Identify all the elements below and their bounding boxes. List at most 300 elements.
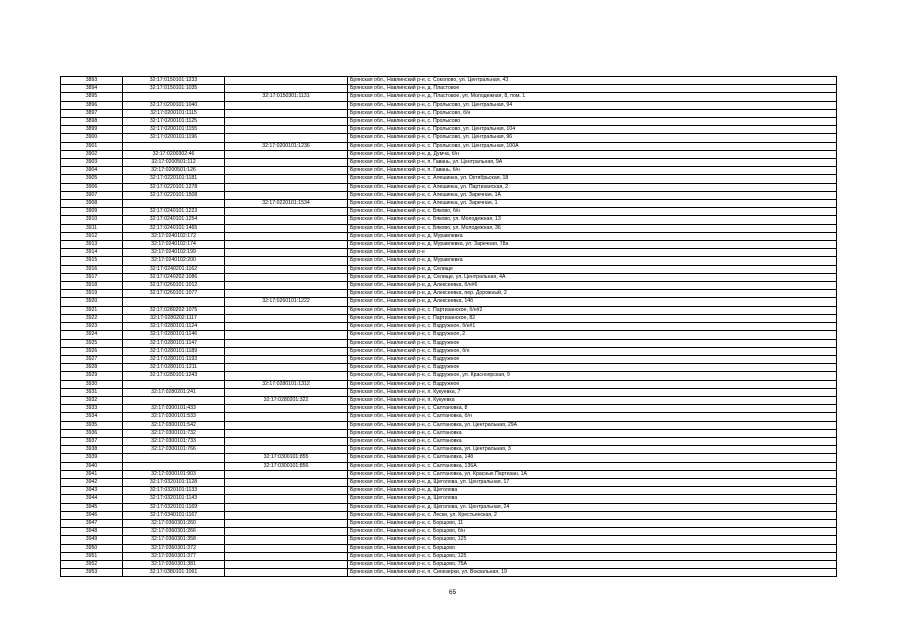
table-row <box>61 167 837 175</box>
table-row <box>61 388 837 396</box>
address-cell: Брянская обл., Навлинский р-н, с. Вздружное, ул. Красноярская, 9 <box>348 372 837 380</box>
cadastral-number-cell: 32:17:0150101:1233 <box>123 77 225 85</box>
premises-cadastral-cell <box>225 446 348 454</box>
premises-cadastral-cell <box>225 208 348 216</box>
table-row <box>61 77 837 85</box>
address-cell: Брянская обл., Навлинский р-н, с. Салтановка <box>348 437 837 445</box>
table-row <box>61 396 837 404</box>
table-row <box>61 470 837 478</box>
address-cell: Брянская обл., Навлинский р-н, д. Селище, ул. Центральная, 4А <box>348 273 837 281</box>
premises-cadastral-cell <box>225 331 348 339</box>
cadastral-number-cell: 32:17:0200101:1125 <box>123 118 225 126</box>
cadastral-number-cell: 32:17:0360301:372 <box>123 544 225 552</box>
cadastral-number-cell: 32:17:0280201:241 <box>123 388 225 396</box>
premises-cadastral-cell: 32:17:0300101:855 <box>225 454 348 462</box>
cadastral-number-cell: 32:17:0300101:733 <box>123 437 225 445</box>
cadastral-number-cell: 32:17:0360301:266 <box>123 528 225 536</box>
cadastral-number-cell: 32:17:0360301:358 <box>123 536 225 544</box>
row-number-cell: 3927 <box>61 355 123 363</box>
address-cell: Брянская обл., Навлинский р-н, с. Салтановка, 136А <box>348 462 837 470</box>
premises-cadastral-cell <box>225 429 348 437</box>
address-cell: Брянская обл., Навлинский р-н, д. Муравлевка, ул. Заречная, 78а <box>348 241 837 249</box>
table-row <box>61 241 837 249</box>
premises-cadastral-cell <box>225 519 348 527</box>
premises-cadastral-cell: 32:17:0200101:1236 <box>225 142 348 150</box>
row-number-cell: 3928 <box>61 364 123 372</box>
cadastral-number-cell: 32:17:0260101:1012 <box>123 282 225 290</box>
cadastral-number-cell: 32:17:0360301:377 <box>123 552 225 560</box>
address-cell: Брянская обл., Навлинский р-н, д. Думча, б/н <box>348 150 837 158</box>
row-number-cell: 3904 <box>61 167 123 175</box>
table-row <box>61 126 837 134</box>
cadastral-number-cell: 32:17:0150101:1035 <box>123 85 225 93</box>
cadastral-number-cell: 32:17:0200501:126 <box>123 167 225 175</box>
table-row <box>61 290 837 298</box>
premises-cadastral-cell <box>225 224 348 232</box>
cadastral-number-cell: 32:17:0300101:766 <box>123 446 225 454</box>
premises-cadastral-cell <box>225 511 348 519</box>
cadastral-number-cell: 32:17:0200101:1196 <box>123 134 225 142</box>
cadastral-number-cell: 32:17:0240201:1162 <box>123 265 225 273</box>
table-row <box>61 429 837 437</box>
premises-cadastral-cell: 32:17:0220101:1534 <box>225 200 348 208</box>
address-cell: Брянская обл., Навлинский р-н, с. Бяково, б/н <box>348 208 837 216</box>
premises-cadastral-cell <box>225 175 348 183</box>
row-number-cell: 3912 <box>61 232 123 240</box>
premises-cadastral-cell: 32:17:0260101:1222 <box>225 298 348 306</box>
row-number-cell: 3900 <box>61 134 123 142</box>
address-cell: Брянская обл., Навлинский р-н, с. Вздружное, б/н <box>348 347 837 355</box>
address-cell: Брянская обл., Навлинский р-н, д. Пластовое <box>348 85 837 93</box>
row-number-cell: 3947 <box>61 519 123 527</box>
table-row <box>61 249 837 257</box>
premises-cadastral-cell <box>225 183 348 191</box>
address-cell: Брянская обл., Навлинский р-н, с. Партизанское, 82 <box>348 314 837 322</box>
address-cell: Брянская обл., Навлинский р-н, п. Кукуевка, 7 <box>348 388 837 396</box>
address-cell: Брянская обл., Навлинский р-н, с. Вздружное <box>348 380 837 388</box>
address-cell: Брянская обл., Навлинский р-н, с. Вздружное, б/н#1 <box>348 323 837 331</box>
premises-cadastral-cell <box>225 405 348 413</box>
address-cell: Брянская обл., Навлинский р-н, с. Салтановка, 14б <box>348 454 837 462</box>
row-number-cell: 3940 <box>61 462 123 470</box>
premises-cadastral-cell <box>225 249 348 257</box>
premises-cadastral-cell <box>225 372 348 380</box>
premises-cadastral-cell <box>225 413 348 421</box>
cadastral-number-cell: 32:17:0300101:732 <box>123 429 225 437</box>
address-cell: Брянская обл., Навлинский р-н, с. Бяково, ул. Молодежная, 36 <box>348 224 837 232</box>
address-cell: Брянская обл., Навлинский р-н, с. Борщово, 11 <box>348 519 837 527</box>
premises-cadastral-cell <box>225 126 348 134</box>
cadastral-number-cell: 32:17:0280101:1193 <box>123 355 225 363</box>
row-number-cell: 3920 <box>61 298 123 306</box>
table-row <box>61 372 837 380</box>
row-number-cell: 3930 <box>61 380 123 388</box>
premises-cadastral-cell <box>225 437 348 445</box>
cadastral-number-cell: 32:17:0260101:1077 <box>123 290 225 298</box>
cadastral-number-cell: 32:17:0240101:1465 <box>123 224 225 232</box>
cadastral-number-cell <box>123 298 225 306</box>
table-row <box>61 503 837 511</box>
premises-cadastral-cell <box>225 265 348 273</box>
table-row <box>61 437 837 445</box>
premises-cadastral-cell <box>225 282 348 290</box>
cadastral-number-cell <box>123 200 225 208</box>
cadastral-number-cell: 32:17:0240202:1086 <box>123 273 225 281</box>
row-number-cell: 3895 <box>61 93 123 101</box>
address-cell: Брянская обл., Навлинский р-н, д. Щеголова <box>348 495 837 503</box>
table-row <box>61 478 837 486</box>
row-number-cell: 3917 <box>61 273 123 281</box>
page-number: 65 <box>448 589 457 596</box>
address-cell: Брянская обл., Навлинский р-н, д. Алексеевка, б/н#6 <box>348 282 837 290</box>
row-number-cell: 3906 <box>61 183 123 191</box>
address-cell: Брянская обл., Навлинский р-н, д. Муравлевка <box>348 257 837 265</box>
address-cell: Брянская обл., Навлинский р-н, с. Алешинка, ул. Заречная, 1 <box>348 200 837 208</box>
premises-cadastral-cell <box>225 159 348 167</box>
premises-cadastral-cell <box>225 355 348 363</box>
address-cell: Брянская обл., Навлинский р-н, д. Алексеевка, пер. Дорожный, 2 <box>348 290 837 298</box>
address-cell: Брянская обл., Навлинский р-н, п. Гавань, б/н <box>348 167 837 175</box>
premises-cadastral-cell <box>225 314 348 322</box>
cadastral-number-cell: 32:17:0240102:199 <box>123 249 225 257</box>
premises-cadastral-cell <box>225 232 348 240</box>
address-cell: Брянская обл., Навлинский р-н, д. Селище <box>348 265 837 273</box>
address-cell: Брянская обл., Навлинский р-н, с. Пролысово <box>348 118 837 126</box>
premises-cadastral-cell <box>225 339 348 347</box>
address-cell: Брянская обл., Навлинский р-н, с. Борщово, 125 <box>348 552 837 560</box>
table-row <box>61 511 837 519</box>
row-number-cell: 3894 <box>61 85 123 93</box>
table-row <box>61 142 837 150</box>
table-row <box>61 339 837 347</box>
address-cell: Брянская обл., Навлинский р-н, с. Борщово, б/н <box>348 528 837 536</box>
address-cell: Брянская обл., Навлинский р-н, с. Алешинка, ул. Октябрьская, 18 <box>348 175 837 183</box>
row-number-cell: 3922 <box>61 314 123 322</box>
premises-cadastral-cell <box>225 191 348 199</box>
address-cell: Брянская обл., Навлинский р-н, с. Лески, ул. Крестьянская, 2 <box>348 511 837 519</box>
table-row <box>61 200 837 208</box>
cadastral-number-cell: 32:17:0340101:1167 <box>123 511 225 519</box>
address-cell: Брянская обл., Навлинский р-н, с. Пролысово, ул. Центральная, 104 <box>348 126 837 134</box>
premises-cadastral-cell <box>225 101 348 109</box>
table-row <box>61 323 837 331</box>
cadastral-number-cell: 32:17:0200101:1155 <box>123 126 225 134</box>
cadastral-number-cell <box>123 462 225 470</box>
cadastral-number-cell: 32:17:0300101:542 <box>123 421 225 429</box>
row-number-cell: 3896 <box>61 101 123 109</box>
address-cell: Брянская обл., Навлинский р-н, с. Борщово <box>348 544 837 552</box>
premises-cadastral-cell <box>225 478 348 486</box>
premises-cadastral-cell: 32:17:0300101:856 <box>225 462 348 470</box>
table-row <box>61 364 837 372</box>
row-number-cell: 3938 <box>61 446 123 454</box>
premises-cadastral-cell <box>225 290 348 298</box>
table-row <box>61 405 837 413</box>
row-number-cell: 3945 <box>61 503 123 511</box>
address-cell: Брянская обл., Навлинский р-н, с. Вздружное <box>348 355 837 363</box>
row-number-cell: 3919 <box>61 290 123 298</box>
address-cell: Брянская обл., Навлинский р-н, с. Соколово, ул. Центральная, 43 <box>348 77 837 85</box>
table-row <box>61 85 837 93</box>
table-row <box>61 93 837 101</box>
premises-cadastral-cell <box>225 347 348 355</box>
table-row <box>61 314 837 322</box>
premises-cadastral-cell <box>225 388 348 396</box>
cadastral-number-cell: 32:17:0280101:1147 <box>123 339 225 347</box>
cadastral-number-cell <box>123 93 225 101</box>
address-cell: Брянская обл., Навлинский р-н, с. Салтановка <box>348 429 837 437</box>
cadastral-number-cell: 32:17:0280101:1243 <box>123 372 225 380</box>
cadastral-number-cell: 32:17:0280101:1146 <box>123 331 225 339</box>
address-cell: Брянская обл., Навлинский р-н, с. Пролысово, ул. Центральная, 100А <box>348 142 837 150</box>
table-row <box>61 191 837 199</box>
cadastral-number-cell: 32:17:0200501:112 <box>123 159 225 167</box>
table-row <box>61 101 837 109</box>
premises-cadastral-cell <box>225 216 348 224</box>
cadastral-number-cell <box>123 454 225 462</box>
row-number-cell: 3935 <box>61 421 123 429</box>
address-cell: Брянская обл., Навлинский р-н <box>348 249 837 257</box>
address-cell: Брянская обл., Навлинский р-н, с. Алешинка, ул. Заречная, 1А <box>348 191 837 199</box>
table-row <box>61 159 837 167</box>
table-row <box>61 118 837 126</box>
table-row <box>61 454 837 462</box>
row-number-cell: 3934 <box>61 413 123 421</box>
row-number-cell: 3915 <box>61 257 123 265</box>
table-row <box>61 413 837 421</box>
table-row <box>61 257 837 265</box>
table-row <box>61 298 837 306</box>
premises-cadastral-cell <box>225 85 348 93</box>
address-cell: Брянская обл., Навлинский р-н, с. Салтановка, 8 <box>348 405 837 413</box>
table-row <box>61 208 837 216</box>
address-cell: Брянская обл., Навлинский р-н, с. Бяково, ул. Молодежная, 13 <box>348 216 837 224</box>
premises-cadastral-cell <box>225 503 348 511</box>
cadastral-number-cell: 32:17:0320101:1143 <box>123 495 225 503</box>
cadastral-number-cell: 32:17:0280202:1117 <box>123 314 225 322</box>
premises-cadastral-cell <box>225 528 348 536</box>
address-cell: Брянская обл., Навлинский р-н, с. Борщово, 75А <box>348 560 837 568</box>
row-number-cell: 3901 <box>61 142 123 150</box>
premises-cadastral-cell <box>225 470 348 478</box>
row-number-cell: 3946 <box>61 511 123 519</box>
table-row <box>61 109 837 117</box>
cadastral-number-cell: 32:17:0280202:1075 <box>123 306 225 314</box>
address-cell: Брянская обл., Навлинский р-н, с. Пролысово, ул. Центральная, 96 <box>348 134 837 142</box>
table-row <box>61 347 837 355</box>
premises-cadastral-cell <box>225 495 348 503</box>
row-number-cell: 3949 <box>61 536 123 544</box>
cadastral-number-cell: 32:17:0360301:381 <box>123 560 225 568</box>
address-cell: Брянская обл., Навлинский р-н, п. Кукуевка <box>348 396 837 404</box>
premises-cadastral-cell <box>225 536 348 544</box>
row-number-cell: 3916 <box>61 265 123 273</box>
row-number-cell: 3953 <box>61 569 123 577</box>
table-row <box>61 446 837 454</box>
address-cell: Брянская обл., Навлинский р-н, с. Салтановка, ул. Красных Партизан, 1А <box>348 470 837 478</box>
row-number-cell: 3944 <box>61 495 123 503</box>
premises-cadastral-cell <box>225 487 348 495</box>
table-row <box>61 536 837 544</box>
row-number-cell: 3923 <box>61 323 123 331</box>
row-number-cell: 3950 <box>61 544 123 552</box>
premises-cadastral-cell <box>225 569 348 577</box>
cadastral-number-cell: 32:17:0220101:1181 <box>123 175 225 183</box>
cadastral-number-cell: 32:17:0280101:1124 <box>123 323 225 331</box>
row-number-cell: 3921 <box>61 306 123 314</box>
table-row <box>61 265 837 273</box>
table-row <box>61 150 837 158</box>
premises-cadastral-cell <box>225 364 348 372</box>
row-number-cell: 3952 <box>61 560 123 568</box>
address-cell: Брянская обл., Навлинский р-н, с. Пролысово, ул. Центральная, 94 <box>348 101 837 109</box>
row-number-cell: 3936 <box>61 429 123 437</box>
cadastral-number-cell: 32:17:0200302:46 <box>123 150 225 158</box>
table-row <box>61 175 837 183</box>
row-number-cell: 3907 <box>61 191 123 199</box>
cadastral-number-cell <box>123 142 225 150</box>
cadastral-number-cell: 32:17:0200101:1115 <box>123 109 225 117</box>
premises-cadastral-cell <box>225 241 348 249</box>
row-number-cell: 3925 <box>61 339 123 347</box>
row-number-cell: 3924 <box>61 331 123 339</box>
address-cell: Брянская обл., Навлинский р-н, д. Щеголова, ул. Центральная, 24 <box>348 503 837 511</box>
cadastral-number-cell: 32:17:0200101:1040 <box>123 101 225 109</box>
row-number-cell: 3902 <box>61 150 123 158</box>
cadastral-number-cell: 32:17:0240102:172 <box>123 232 225 240</box>
cadastral-number-cell: 32:17:0300101:533 <box>123 413 225 421</box>
address-cell: Брянская обл., Навлинский р-н, п. Синезерки, ул. Вокзальная, 19 <box>348 569 837 577</box>
cadastral-number-cell: 32:17:0380101:1061 <box>123 569 225 577</box>
row-number-cell: 3942 <box>61 478 123 486</box>
table-row <box>61 216 837 224</box>
premises-cadastral-cell: 32:17:0280101:1312 <box>225 380 348 388</box>
table-row <box>61 232 837 240</box>
row-number-cell: 3933 <box>61 405 123 413</box>
table-row <box>61 544 837 552</box>
cadastral-number-cell <box>123 380 225 388</box>
cadastral-number-cell: 32:17:0300101:433 <box>123 405 225 413</box>
address-cell: Брянская обл., Навлинский р-н, с. Партизанское, б/н#2 <box>348 306 837 314</box>
address-cell: Брянская обл., Навлинский р-н, п. Гавань, ул. Центральная, 9А <box>348 159 837 167</box>
cadastral-number-cell <box>123 396 225 404</box>
premises-cadastral-cell <box>225 544 348 552</box>
row-number-cell: 3903 <box>61 159 123 167</box>
cadastral-number-cell: 32:17:0240101:1223 <box>123 208 225 216</box>
premises-cadastral-cell <box>225 421 348 429</box>
premises-cadastral-cell <box>225 150 348 158</box>
address-cell: Брянская обл., Навлинский р-н, д. Щеголова, ул. Центральная, 17 <box>348 478 837 486</box>
row-number-cell: 3910 <box>61 216 123 224</box>
row-number-cell: 3951 <box>61 552 123 560</box>
premises-cadastral-cell: 32:17:0150301:1131 <box>225 93 348 101</box>
cadastral-number-cell: 32:17:0320101:1133 <box>123 487 225 495</box>
premises-cadastral-cell <box>225 560 348 568</box>
cadastral-number-cell: 32:17:0240102:174 <box>123 241 225 249</box>
row-number-cell: 3909 <box>61 208 123 216</box>
address-cell: Брянская обл., Навлинский р-н, с. Вздружное <box>348 364 837 372</box>
row-number-cell: 3893 <box>61 77 123 85</box>
cadastral-number-cell: 32:17:0240102:200 <box>123 257 225 265</box>
table-row <box>61 331 837 339</box>
address-cell: Брянская обл., Навлинский р-н, с. Вздружное <box>348 339 837 347</box>
row-number-cell: 3897 <box>61 109 123 117</box>
table-row <box>61 560 837 568</box>
row-number-cell: 3908 <box>61 200 123 208</box>
table-row <box>61 134 837 142</box>
table-row <box>61 273 837 281</box>
table-row <box>61 528 837 536</box>
cadastral-number-cell: 32:17:0360301:260 <box>123 519 225 527</box>
row-number-cell: 3905 <box>61 175 123 183</box>
table-row <box>61 462 837 470</box>
cadastral-number-cell: 32:17:0220101:1278 <box>123 183 225 191</box>
row-number-cell: 3937 <box>61 437 123 445</box>
cadastral-number-cell: 32:17:0280101:1189 <box>123 347 225 355</box>
address-cell: Брянская обл., Навлинский р-н, д. Щеголова <box>348 487 837 495</box>
table-row <box>61 282 837 290</box>
table-row <box>61 519 837 527</box>
row-number-cell: 3943 <box>61 487 123 495</box>
table-row <box>61 487 837 495</box>
premises-cadastral-cell <box>225 323 348 331</box>
address-cell: Брянская обл., Навлинский р-н, с. Вздружное, 2 <box>348 331 837 339</box>
address-cell: Брянская обл., Навлинский р-н, с. Салтановка, б/н <box>348 413 837 421</box>
address-cell: Брянская обл., Навлинский р-н, д. Муравлевка <box>348 232 837 240</box>
premises-cadastral-cell <box>225 257 348 265</box>
premises-cadastral-cell <box>225 552 348 560</box>
row-number-cell: 3948 <box>61 528 123 536</box>
row-number-cell: 3941 <box>61 470 123 478</box>
address-cell: Брянская обл., Навлинский р-н, с. Борщово, 125 <box>348 536 837 544</box>
row-number-cell: 3911 <box>61 224 123 232</box>
table-row <box>61 552 837 560</box>
cadastral-table <box>60 76 837 577</box>
cadastral-number-cell: 32:17:0320101:1169 <box>123 503 225 511</box>
table-row <box>61 421 837 429</box>
premises-cadastral-cell <box>225 167 348 175</box>
table-row <box>61 495 837 503</box>
row-number-cell: 3926 <box>61 347 123 355</box>
cadastral-number-cell: 32:17:0220101:1508 <box>123 191 225 199</box>
table-row <box>61 183 837 191</box>
premises-cadastral-cell <box>225 306 348 314</box>
row-number-cell: 3931 <box>61 388 123 396</box>
premises-cadastral-cell <box>225 134 348 142</box>
premises-cadastral-cell <box>225 109 348 117</box>
cadastral-number-cell: 32:17:0300101:903 <box>123 470 225 478</box>
row-number-cell: 3898 <box>61 118 123 126</box>
table-row <box>61 569 837 577</box>
cadastral-number-cell: 32:17:0240101:1254 <box>123 216 225 224</box>
row-number-cell: 3939 <box>61 454 123 462</box>
table-body <box>61 77 837 577</box>
row-number-cell: 3929 <box>61 372 123 380</box>
row-number-cell: 3918 <box>61 282 123 290</box>
table-row <box>61 224 837 232</box>
premises-cadastral-cell: 32:17:0280201:322 <box>225 396 348 404</box>
address-cell: Брянская обл., Навлинский р-н, с. Алешинка, ул. Партизанская, 2 <box>348 183 837 191</box>
row-number-cell: 3899 <box>61 126 123 134</box>
address-cell: Брянская обл., Навлинский р-н, с. Пролысово, б/н <box>348 109 837 117</box>
cadastral-number-cell: 32:17:0280101:1211 <box>123 364 225 372</box>
address-cell: Брянская обл., Навлинский р-н, д. Пластовое, ул. Молодежная, 8, пом. 1 <box>348 93 837 101</box>
address-cell: Брянская обл., Навлинский р-н, д. Алексеевка, 14б <box>348 298 837 306</box>
premises-cadastral-cell <box>225 118 348 126</box>
address-cell: Брянская обл., Навлинский р-н, с. Салтановка, ул. Центральная, 3 <box>348 446 837 454</box>
cadastral-number-cell: 32:17:0320101:1128 <box>123 478 225 486</box>
premises-cadastral-cell <box>225 77 348 85</box>
